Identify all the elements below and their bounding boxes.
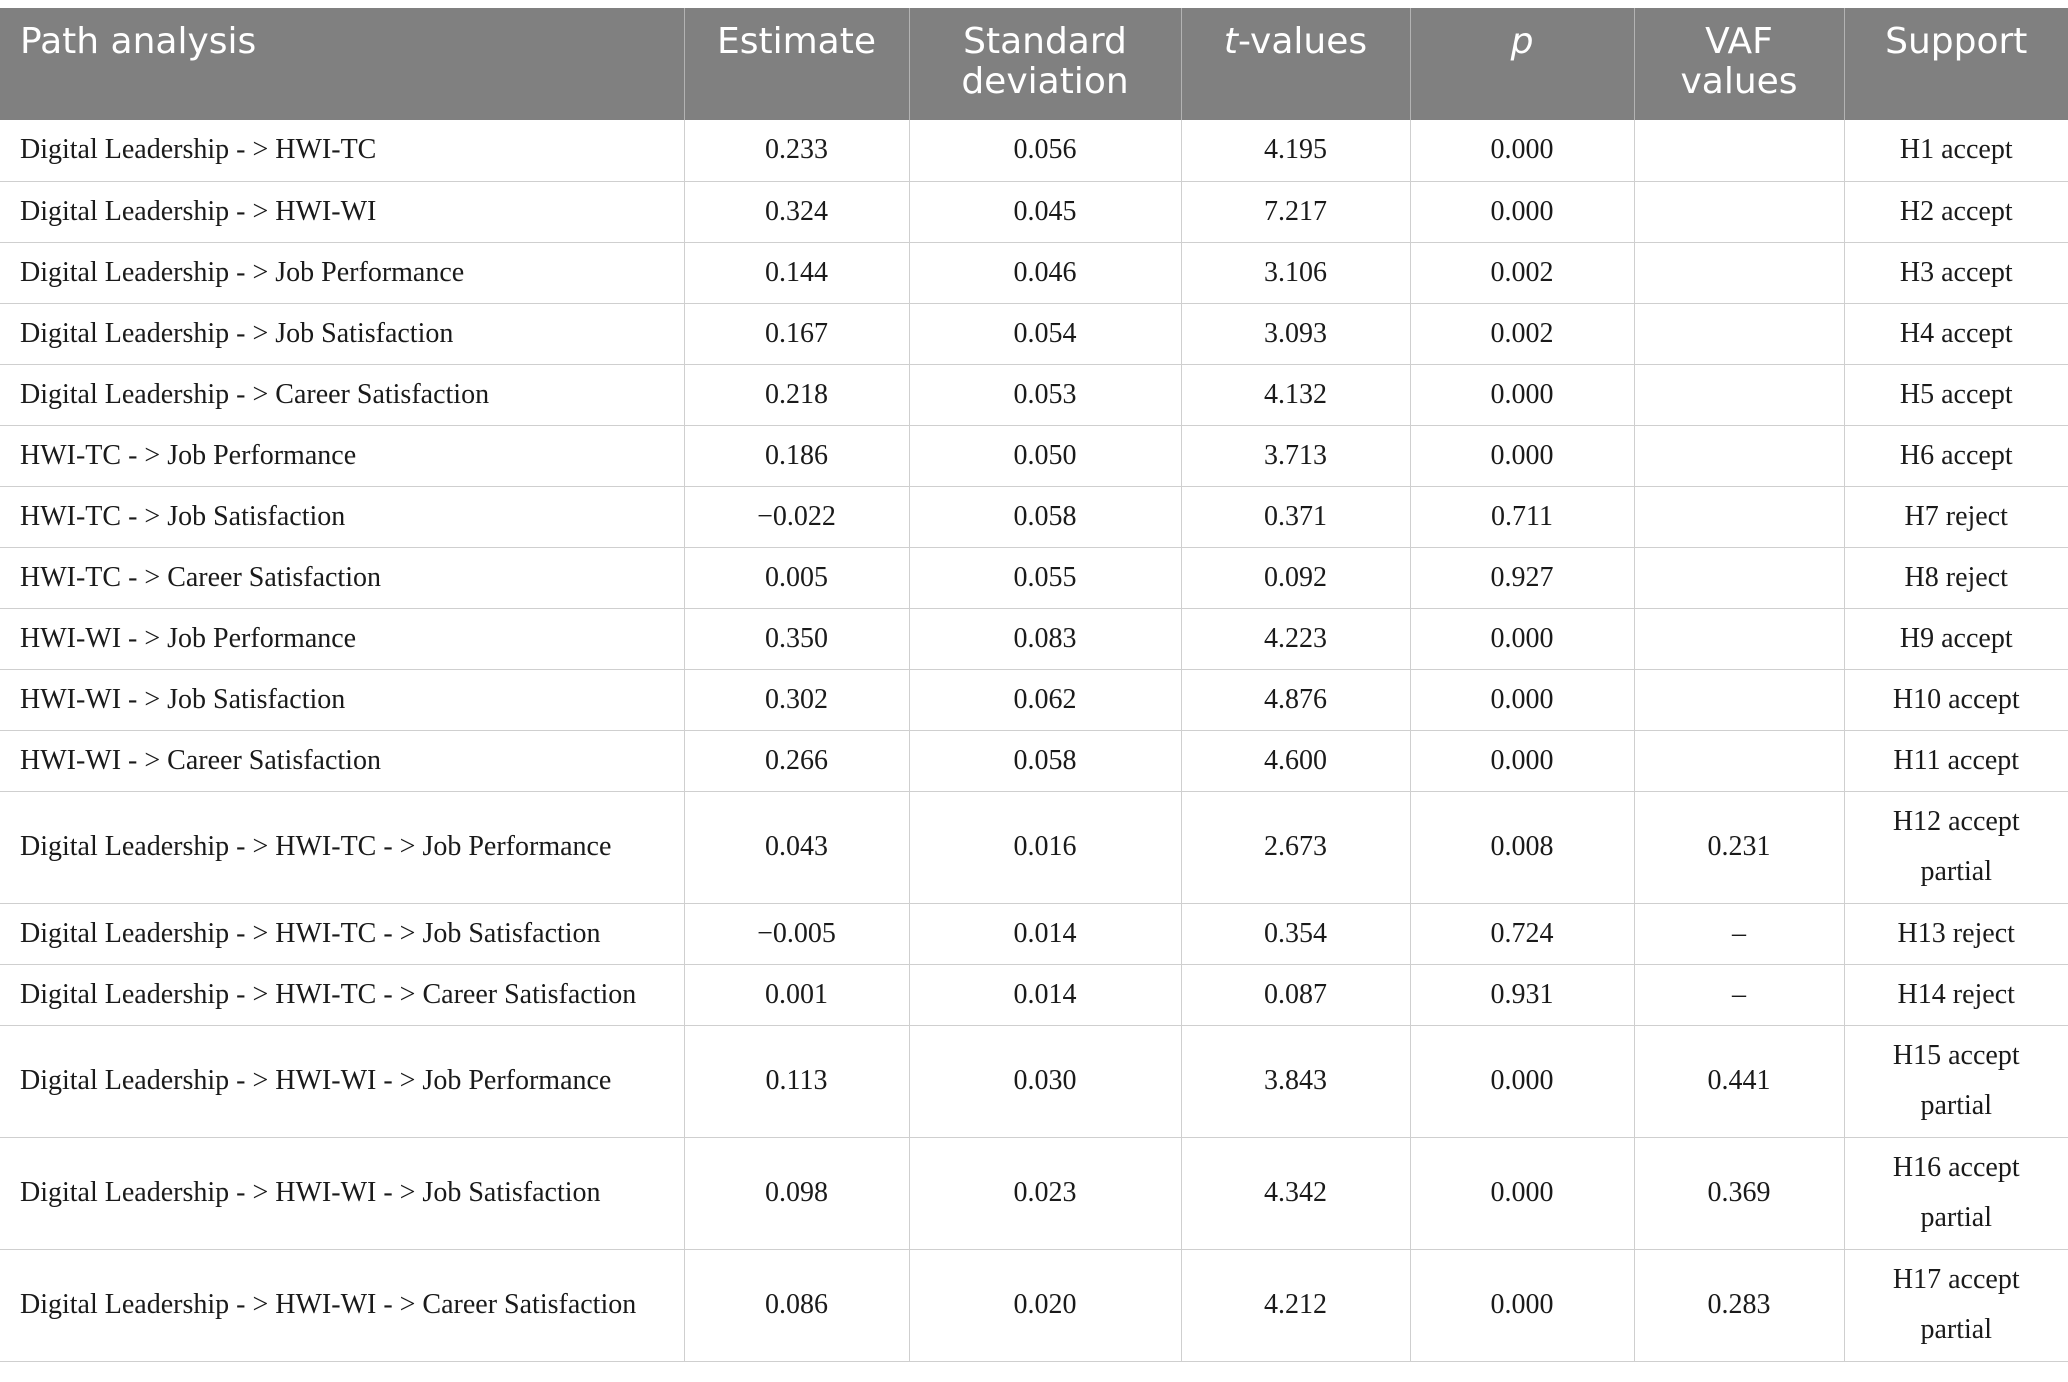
p-value-cell: 0.000	[1410, 608, 1634, 669]
estimate-cell: 0.266	[684, 730, 909, 791]
vaf-cell	[1634, 669, 1844, 730]
t-value-cell: 0.371	[1181, 486, 1410, 547]
vaf-cell	[1634, 364, 1844, 425]
table-body	[0, 120, 2068, 1361]
path-cell: Digital Leadership - > HWI-TC	[0, 120, 684, 181]
estimate-cell: 0.043	[684, 791, 909, 903]
support-line1: H17 accept	[1892, 1264, 2020, 1295]
sd-cell: 0.053	[909, 364, 1181, 425]
support-line1: H3 accept	[1899, 256, 2013, 288]
sd-cell: 0.020	[909, 1249, 1181, 1361]
table-row	[0, 486, 2068, 547]
vaf-cell	[1634, 547, 1844, 608]
support-line1: H10 accept	[1892, 683, 2020, 715]
estimate-cell: 0.186	[684, 425, 909, 486]
p-value-cell: 0.000	[1410, 425, 1634, 486]
path-cell: Digital Leadership - > HWI-TC - > Career Satisfaction	[0, 964, 684, 1025]
p-value-cell: 0.724	[1410, 903, 1634, 964]
path-cell: HWI-WI - > Career Satisfaction	[0, 730, 684, 791]
support-cell	[1844, 730, 2068, 791]
header-path-analysis: Path analysis	[0, 8, 684, 120]
table-row	[0, 964, 2068, 1025]
sd-cell: 0.014	[909, 964, 1181, 1025]
sd-cell: 0.030	[909, 1025, 1181, 1137]
p-value-cell: 0.000	[1410, 181, 1634, 242]
table-row	[0, 242, 2068, 303]
sd-cell: 0.016	[909, 791, 1181, 903]
estimate-cell: 0.144	[684, 242, 909, 303]
vaf-cell: –	[1634, 903, 1844, 964]
support-line1: H15 accept	[1892, 1040, 2020, 1071]
path-cell: HWI-TC - > Career Satisfaction	[0, 547, 684, 608]
vaf-cell: –	[1634, 964, 1844, 1025]
support-line2: partial	[1920, 1090, 1993, 1121]
header-t-values	[1181, 8, 1410, 120]
support-cell	[1844, 425, 2068, 486]
support-cell	[1844, 303, 2068, 364]
path-cell: HWI-TC - > Job Performance	[0, 425, 684, 486]
vaf-cell	[1634, 608, 1844, 669]
support-line2: partial	[1920, 856, 1993, 887]
estimate-cell: 0.302	[684, 669, 909, 730]
estimate-cell: 0.324	[684, 181, 909, 242]
path-cell: Digital Leadership - > Job Performance	[0, 242, 684, 303]
support-cell	[1844, 791, 2068, 903]
t-value-cell: 4.223	[1181, 608, 1410, 669]
table-row	[0, 608, 2068, 669]
support-line1: H9 accept	[1899, 622, 2013, 654]
p-value-cell: 0.931	[1410, 964, 1634, 1025]
support-line1: H7 reject	[1904, 500, 2008, 532]
header-standard-deviation	[909, 8, 1181, 120]
path-cell: Digital Leadership - > HWI-WI	[0, 181, 684, 242]
support-line1: H14 reject	[1897, 978, 2015, 1010]
sd-cell: 0.056	[909, 120, 1181, 181]
vaf-cell	[1634, 730, 1844, 791]
table-row	[0, 903, 2068, 964]
table-row	[0, 1249, 2068, 1361]
header-row	[0, 8, 2068, 120]
table-row	[0, 425, 2068, 486]
vaf-cell: 0.231	[1634, 791, 1844, 903]
table-row	[0, 303, 2068, 364]
t-value-cell: 3.713	[1181, 425, 1410, 486]
vaf-cell	[1634, 181, 1844, 242]
support-line1: H5 accept	[1899, 378, 2013, 410]
estimate-cell: 0.086	[684, 1249, 909, 1361]
estimate-cell: 0.218	[684, 364, 909, 425]
t-value-cell: 4.876	[1181, 669, 1410, 730]
support-cell	[1844, 181, 2068, 242]
table-row	[0, 181, 2068, 242]
path-cell: HWI-WI - > Job Performance	[0, 608, 684, 669]
header-vaf-line1: VAF	[1705, 21, 1773, 62]
support-cell	[1844, 669, 2068, 730]
t-value-cell: 4.342	[1181, 1137, 1410, 1249]
path-cell: Digital Leadership - > Career Satisfaction	[0, 364, 684, 425]
t-value-cell: 4.212	[1181, 1249, 1410, 1361]
table-row	[0, 364, 2068, 425]
table-row	[0, 1137, 2068, 1249]
table-row	[0, 730, 2068, 791]
vaf-cell: 0.369	[1634, 1137, 1844, 1249]
support-cell	[1844, 1025, 2068, 1137]
vaf-cell	[1634, 303, 1844, 364]
support-cell	[1844, 242, 2068, 303]
p-value-cell: 0.002	[1410, 303, 1634, 364]
vaf-cell	[1634, 242, 1844, 303]
t-value-cell: 4.132	[1181, 364, 1410, 425]
t-value-cell: 0.354	[1181, 903, 1410, 964]
sd-cell: 0.083	[909, 608, 1181, 669]
estimate-cell: 0.233	[684, 120, 909, 181]
path-cell: HWI-WI - > Job Satisfaction	[0, 669, 684, 730]
table-row	[0, 669, 2068, 730]
support-line1: H6 accept	[1899, 439, 2013, 471]
vaf-cell: 0.441	[1634, 1025, 1844, 1137]
support-cell	[1844, 964, 2068, 1025]
p-value-cell: 0.927	[1410, 547, 1634, 608]
p-value-cell: 0.008	[1410, 791, 1634, 903]
table-row	[0, 1025, 2068, 1137]
vaf-cell: 0.283	[1634, 1249, 1844, 1361]
t-value-cell: 7.217	[1181, 181, 1410, 242]
sd-cell: 0.055	[909, 547, 1181, 608]
estimate-cell: −0.005	[684, 903, 909, 964]
p-value-cell: 0.000	[1410, 1249, 1634, 1361]
sd-cell: 0.046	[909, 242, 1181, 303]
support-line1: H13 reject	[1897, 917, 2015, 949]
table-header	[0, 8, 2068, 120]
estimate-cell: −0.022	[684, 486, 909, 547]
support-line2: partial	[1920, 1314, 1993, 1345]
sd-cell: 0.050	[909, 425, 1181, 486]
path-cell: Digital Leadership - > HWI-WI - > Job Performance	[0, 1025, 684, 1137]
sd-cell: 0.023	[909, 1137, 1181, 1249]
p-value-cell: 0.000	[1410, 120, 1634, 181]
estimate-cell: 0.167	[684, 303, 909, 364]
support-line1: H1 accept	[1899, 134, 2013, 166]
t-value-cell: 0.087	[1181, 964, 1410, 1025]
support-cell	[1844, 547, 2068, 608]
header-sd-line2: deviation	[961, 61, 1129, 102]
support-cell	[1844, 364, 2068, 425]
support-line1: H4 accept	[1899, 317, 2013, 349]
estimate-cell: 0.001	[684, 964, 909, 1025]
path-cell: Digital Leadership - > Job Satisfaction	[0, 303, 684, 364]
t-value-cell: 4.195	[1181, 120, 1410, 181]
estimate-cell: 0.350	[684, 608, 909, 669]
t-value-cell: 3.093	[1181, 303, 1410, 364]
p-value-cell: 0.000	[1410, 1137, 1634, 1249]
header-vaf-line2: values	[1680, 61, 1798, 102]
support-line1: H16 accept	[1892, 1152, 2020, 1183]
estimate-cell: 0.113	[684, 1025, 909, 1137]
p-value-cell: 0.002	[1410, 242, 1634, 303]
support-cell	[1844, 1249, 2068, 1361]
sd-cell: 0.054	[909, 303, 1181, 364]
p-value-cell: 0.711	[1410, 486, 1634, 547]
t-value-cell: 3.106	[1181, 242, 1410, 303]
support-cell	[1844, 608, 2068, 669]
sd-cell: 0.062	[909, 669, 1181, 730]
vaf-cell	[1634, 425, 1844, 486]
sd-cell: 0.058	[909, 486, 1181, 547]
support-line1: H12 accept	[1892, 806, 2020, 837]
estimate-cell: 0.098	[684, 1137, 909, 1249]
header-t-rest: -values	[1238, 21, 1368, 62]
table-row	[0, 547, 2068, 608]
header-vaf-values	[1634, 8, 1844, 120]
vaf-cell	[1634, 486, 1844, 547]
estimate-cell: 0.005	[684, 547, 909, 608]
support-cell	[1844, 120, 2068, 181]
support-line1: H11 accept	[1893, 744, 2020, 776]
path-cell: HWI-TC - > Job Satisfaction	[0, 486, 684, 547]
sd-cell: 0.045	[909, 181, 1181, 242]
header-support: Support	[1844, 8, 2068, 120]
path-cell: Digital Leadership - > HWI-WI - > Job Satisfaction	[0, 1137, 684, 1249]
support-line2: partial	[1920, 1202, 1993, 1233]
path-cell: Digital Leadership - > HWI-TC - > Job Performance	[0, 791, 684, 903]
support-line1: H2 accept	[1899, 195, 2013, 227]
path-analysis-table	[0, 8, 2068, 1362]
header-p-label: p	[1510, 21, 1534, 62]
header-estimate: Estimate	[684, 8, 909, 120]
table-row	[0, 120, 2068, 181]
sd-cell: 0.058	[909, 730, 1181, 791]
header-t-italic: t	[1223, 21, 1238, 62]
header-p	[1410, 8, 1634, 120]
support-line1: H8 reject	[1904, 561, 2008, 593]
t-value-cell: 2.673	[1181, 791, 1410, 903]
t-value-cell: 3.843	[1181, 1025, 1410, 1137]
p-value-cell: 0.000	[1410, 669, 1634, 730]
path-cell: Digital Leadership - > HWI-WI - > Career Satisfaction	[0, 1249, 684, 1361]
sd-cell: 0.014	[909, 903, 1181, 964]
path-cell: Digital Leadership - > HWI-TC - > Job Satisfaction	[0, 903, 684, 964]
vaf-cell	[1634, 120, 1844, 181]
p-value-cell: 0.000	[1410, 1025, 1634, 1137]
support-cell	[1844, 486, 2068, 547]
header-sd-line1: Standard	[963, 21, 1127, 62]
support-cell	[1844, 1137, 2068, 1249]
table-row	[0, 791, 2068, 903]
p-value-cell: 0.000	[1410, 364, 1634, 425]
t-value-cell: 0.092	[1181, 547, 1410, 608]
t-value-cell: 4.600	[1181, 730, 1410, 791]
support-cell	[1844, 903, 2068, 964]
p-value-cell: 0.000	[1410, 730, 1634, 791]
